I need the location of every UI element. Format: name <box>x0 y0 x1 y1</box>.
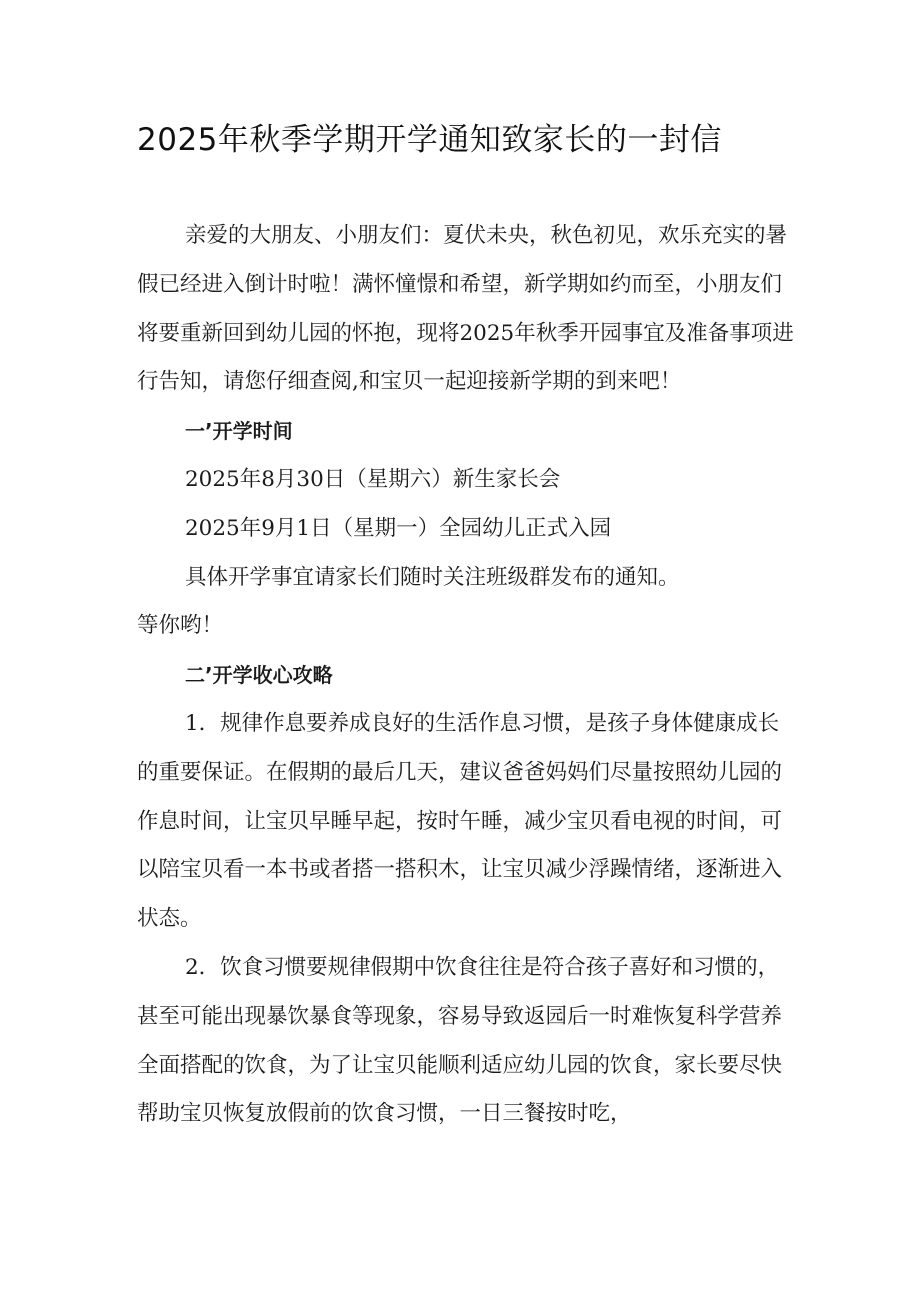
section-heading-tips: 二’开学收心攻略 <box>185 663 333 688</box>
tip-item-routine: 1．规律作息要养成良好的生活作息习惯，是孩子身体健康成长的重要保证。在假期的最后几天，建议爸爸妈妈们尽量按照幼儿园的作息时间，让宝贝早睡早起，按时午睡，减少宝贝看电视的时间，可以陪宝贝看一本书或者搭一搭积木，让宝贝减少浮躁情绪，逐渐进入状态。 <box>137 710 783 932</box>
section-heading-start-time: 一’开学时间 <box>185 419 293 444</box>
schedule-line-parent-meeting: 2025年8月30日（星期六）新生家长会 <box>185 466 561 492</box>
intro-paragraph: 亲爱的大朋友、小朋友们：夏伏未央，秋色初见，欢乐充实的暑假已经进入倒计时啦！满怀憧憬和希望，新学期如约而至，小朋友们将要重新回到幼儿园的怀抱，现将2025年秋季开园事宜及准备事项进行告知，请您仔细查阅,和宝贝一起迎接新学期的到来吧！ <box>137 223 794 395</box>
closing-line: 等你哟！ <box>137 613 224 639</box>
document-title: 2025年秋季学期开学通知致家长的一封信 <box>137 122 722 158</box>
notice-line: 具体开学事宜请家长们随时关注班级群发布的通知。 <box>185 564 680 590</box>
tip-item-diet: 2．饮食习惯要规律假期中饮食往往是符合孩子喜好和习惯的，甚至可能出现暴饮暴食等现象，容易导致返园后一时难恢复科学营养全面搭配的饮食，为了让宝贝能顺利适应幼儿园的饮食，家长要尽快帮助宝贝恢复放假前的饮食习惯，一日三餐按时吃， <box>137 954 783 1127</box>
schedule-line-school-start: 2025年9月1日（星期一）全园幼儿正式入园 <box>185 515 612 541</box>
document-body <box>137 212 797 1139</box>
